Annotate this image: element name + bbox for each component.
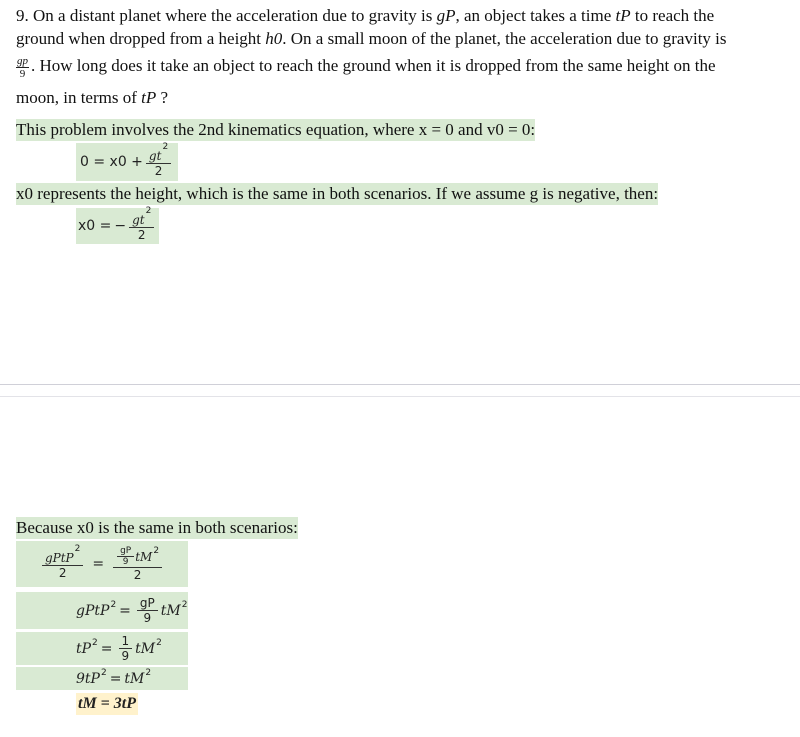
step1-inner-fraction: [117, 546, 134, 567]
step2-rhs-exp: 2: [181, 599, 188, 610]
step-3-equation: [16, 632, 188, 665]
step-1-equation: [16, 541, 188, 587]
step4-rhs: tM: [124, 670, 145, 687]
question-line4a: moon, in terms of: [16, 87, 142, 107]
final-answer: tM = 3tP: [76, 693, 138, 715]
solution-intro: This problem involves the 2nd kinematics equation, where x = 0 and v0 = 0:: [16, 120, 536, 139]
gp-over-9-fraction: [16, 55, 29, 80]
step4-lhs-exp: 2: [100, 667, 107, 678]
question-line2b: . On a small moon of the planet, the acceleration due to gravity is: [282, 29, 727, 48]
step1-right-den: 2: [133, 568, 142, 582]
step2-fraction: [137, 596, 158, 625]
step3-frac-den: 9: [121, 649, 130, 663]
step1-right-fraction: [113, 546, 162, 582]
question-line3: . How long does it take an object to reach the ground when it is dropped from the same height on the: [31, 56, 716, 75]
step-4-equation: [16, 667, 188, 690]
question-line2a: ground when dropped from a height: [16, 29, 266, 48]
step1-right-exp: 2: [153, 545, 160, 556]
step2-rhs: tM: [160, 602, 181, 619]
eq1-num: gt: [148, 149, 162, 163]
eq2-num: gt: [132, 213, 145, 227]
step3-frac-num: 1: [119, 634, 133, 649]
step2-lhs: gPtP: [76, 602, 110, 619]
var-h0: h0: [265, 29, 283, 48]
step3-equals: =: [100, 640, 113, 657]
step1-left-fraction: [42, 544, 83, 580]
eq2-den: 2: [137, 228, 146, 242]
equation-kinematics: [76, 143, 178, 181]
question-prefix: 9. On a distant planet where the acceleration due to gravity is: [16, 6, 437, 25]
step4-lhs: 9tP: [76, 670, 100, 687]
step3-fraction: [119, 634, 133, 663]
step4-rhs-exp: 2: [145, 667, 152, 678]
step1-left-num: gPtP: [44, 551, 74, 565]
step1-left-exp: 2: [74, 544, 81, 554]
step1-inner-num: gP: [117, 546, 134, 557]
question-mid2: to reach the: [630, 6, 715, 25]
step2-frac-den: 9: [143, 611, 152, 625]
page-break-top: [0, 384, 800, 385]
eq1-lhs: 0 = x0 +: [80, 154, 143, 170]
fraction-numerator: gp: [17, 54, 28, 67]
step2-lhs-exp: 2: [110, 599, 117, 610]
fraction-denominator: 9: [19, 67, 26, 80]
page-break-bottom: [0, 396, 800, 397]
step3-lhs-exp: 2: [92, 637, 98, 648]
var-tp: tP: [615, 6, 631, 25]
step3-rhs: tM: [135, 640, 156, 657]
step3-lhs: tP: [76, 640, 92, 657]
step-2-equation: [16, 592, 188, 629]
equation-height: [76, 208, 159, 244]
step2-frac-num: gP: [137, 596, 158, 611]
step3-rhs-exp: 2: [156, 637, 162, 648]
eq2-exponent: 2: [145, 206, 152, 216]
solution-paragraph-2: x0 represents the height, which is the same in both scenarios. If we assume g is negative, then:: [16, 184, 659, 203]
step2-equals: =: [119, 602, 131, 619]
eq2-lhs: x0 =: [78, 218, 112, 234]
eq2-minus: −: [114, 218, 127, 234]
var-gp: gP: [436, 6, 456, 25]
eq1-den: 2: [154, 164, 163, 178]
eq2-fraction: [129, 206, 154, 242]
eq1-fraction: [146, 142, 171, 178]
step1-right-t: tM: [135, 549, 153, 564]
step1-equals: =: [92, 556, 105, 572]
question-line4b: ?: [156, 87, 169, 107]
var-tp-2: tP: [141, 87, 157, 107]
question-mid1: , an object takes a time: [455, 6, 616, 25]
step1-inner-den: 9: [122, 557, 129, 567]
question-text: [16, 4, 786, 109]
step4-equals: =: [109, 670, 122, 687]
step1-left-den: 2: [58, 566, 67, 580]
solution-paragraph-3: Because x0 is the same in both scenarios:: [16, 518, 298, 537]
eq1-exponent: 2: [162, 142, 169, 152]
